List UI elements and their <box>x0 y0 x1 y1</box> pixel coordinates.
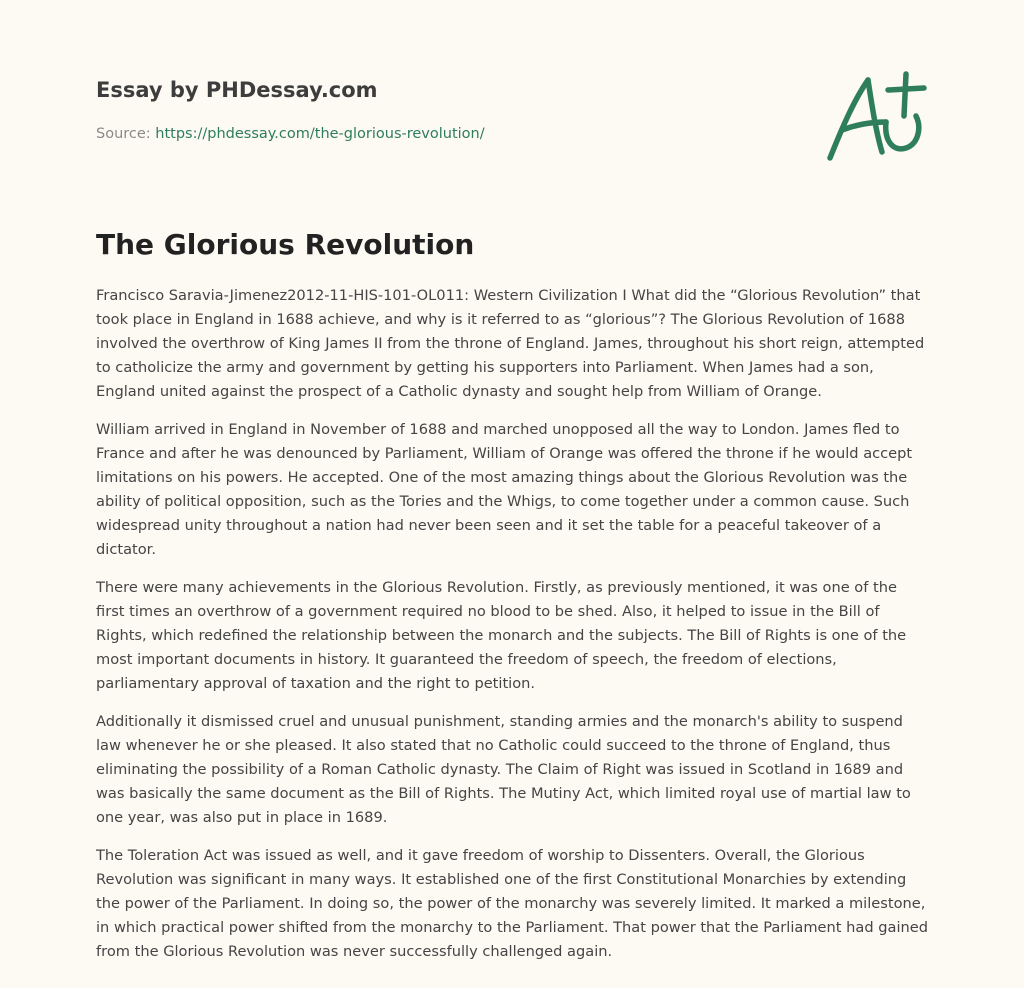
essay-paragraph-5: The Toleration Act was issued as well, and it gave freedom of worship to Dissenters. Overall, the Glorious Revolution was significant in many ways. It established one of the first Constitutional Monarchies by extending the power of the Parliament. In doing so, the power of the monarchy was severely limited. It marked a milestone, in which practical power shifted from the monarchy to the Parliament. That power that the Parliament had gained from the Glorious Revolution was never successfully challenged again. <box>96 847 928 960</box>
essay-paragraph-3: There were many achievements in the Glorious Revolution. Firstly, as previously mentioned, it was one of the first times an overthrow of a government required no blood to be shed. Also, it helped to issue in the Bill of Rights, which redefined the relationship between the monarch and the subjects. The Bill of Rights is one of the most important documents in history. It guaranteed the freedom of speech, the freedom of elections, parliamentary approval of taxation and the right to petition. <box>96 579 907 692</box>
essay-paragraph-1: Francisco Saravia-Jimenez2012-11-HIS-101-OL011: Western Civilization I What did the “Glorious Revolution” that took place in England in 1688 achieve, and why is it referred to as “glorious”? The Glorious Revolution of 1688 involved the overthrow of King James II from the throne of England. James, throughout his short reign, attempted to catholicize the army and government by getting his supporters into Parliament. When James had a son, England united against the prospect of a Catholic dynasty and sought help from William of Orange. <box>96 287 925 400</box>
essay-body <box>96 284 930 978</box>
essay-title: The Glorious Revolution <box>96 228 475 261</box>
header <box>96 74 696 144</box>
a-plus-grade-icon <box>820 66 930 166</box>
brand-title: Essay by PHDessay.com <box>96 78 378 102</box>
essay-paragraph-4: Additionally it dismissed cruel and unusual punishment, standing armies and the monarch's ability to suspend law whenever he or she pleased. It also stated that no Catholic could succeed to the throne of England, thus eliminating the possibility of a Roman Catholic dynasty. The Claim of Right was issued in Scotland in 1689 and was basically the same document as the Bill of Rights. The Mutiny Act, which limited royal use of martial law to one year, was also put in place in 1689. <box>96 713 911 826</box>
essay-paragraph-2: William arrived in England in November of 1688 and marched unopposed all the way to London. James fled to France and after he was denounced by Parliament, William of Orange was offered the throne if he would accept limitations on his powers. He accepted. One of the most amazing things about the Glorious Revolution was the ability of political opposition, such as the Tories and the Whigs, to come together under a common cause. Such widespread unity throughout a nation had never been seen and it set the table for a peaceful takeover of a dictator. <box>96 421 913 558</box>
source-line <box>96 124 696 144</box>
source-label: Source: <box>96 126 156 142</box>
source-link[interactable]: https://phdessay.com/the-glorious-revolution/ <box>155 126 485 142</box>
